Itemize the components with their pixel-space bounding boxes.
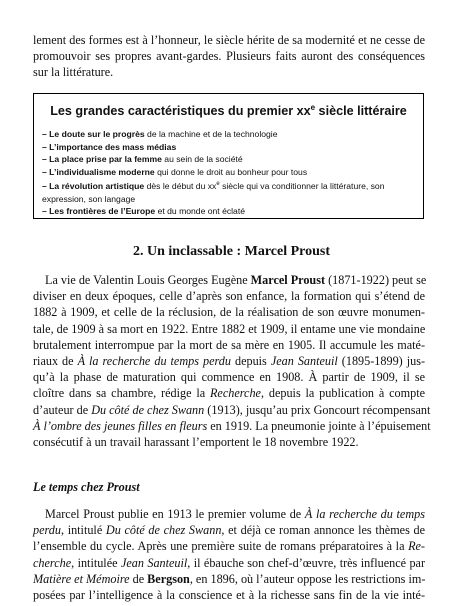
characteristics-list bbox=[42, 128, 417, 218]
text-line: posées par l’intelligence à la conscience et à la richesse sans fin de la vie inté- bbox=[33, 588, 425, 603]
text-line: cherche, intitulée Jean Santeuil, il ébauche son chef-d’œuvre, très influencé par bbox=[33, 555, 426, 570]
text-line: À l’ombre des jeunes filles en fleurs en 1919. La pneumonie jointe à l’épuisement bbox=[33, 418, 431, 433]
list-item: – Les frontières de l’Europe et du monde ont éclaté bbox=[42, 206, 246, 217]
subheading: Le temps chez Proust bbox=[33, 480, 140, 494]
list-item: – La place prise par la femme au sein de la société bbox=[42, 154, 243, 165]
text-line: l’ensemble du cycle. Après une première suite de romans préparatoires à la Re- bbox=[33, 539, 425, 554]
intro-paragraph bbox=[33, 32, 425, 81]
text-line: cloître dans sa chambre, rédige la Recherche, depuis la publication à compte bbox=[33, 386, 425, 401]
text-line: lement des formes est à l’honneur, le siècle hérite de sa modernité et ne cesse de bbox=[33, 33, 425, 47]
section-title: 2. Un inclassable : Marcel Proust bbox=[132, 244, 331, 259]
text-line: qu’à la phase de maturation qui commence en 1908. À partir de 1909, il se bbox=[33, 370, 425, 385]
text-line: d’auteur de Du côté de chez Swann (1913), jusqu’au prix Goncourt récompensant bbox=[33, 402, 431, 417]
text-line: diviser en deux époques, celle d’après son enfance, la formation qui s’étend de bbox=[33, 289, 425, 304]
text-line: consécutif à un travail harassant l’emportent le 18 novembre 1922. bbox=[33, 435, 359, 450]
biography-paragraph bbox=[33, 272, 431, 450]
text-line: 1882 à 1909, et celle de la réclusion, de la réalisation de son œuvre monumen- bbox=[33, 305, 425, 320]
time-paragraph bbox=[33, 506, 425, 603]
list-item: – L’individualisme moderne qui donne le droit au bonheur pour tous bbox=[42, 166, 308, 177]
text-line: perdu, intitulé Du côté de chez Swann, et déjà ce roman annonce les thèmes de bbox=[33, 523, 426, 538]
text-line: sur la littérature. bbox=[33, 65, 114, 80]
text-line: Matière et Mémoire de Bergson, en 1896, où l’auteur oppose les restrictions im- bbox=[33, 571, 426, 586]
characteristics-box bbox=[33, 93, 424, 219]
box-title: Les grandes caractéristiques du premier $xx^e$ siècle littéraire bbox=[50, 103, 407, 119]
text-line: Marcel Proust publie en 1913 le premier volume de À la recherche du temps bbox=[45, 507, 425, 521]
text-line: promouvoir ses propres avant-gardes. Plusieurs faits auront des conséquences bbox=[33, 49, 425, 64]
text-line: La vie de Valentin Louis Georges Eugène Marcel Proust (1871-1922) peut se bbox=[45, 273, 427, 287]
list-item: – La révolution artistique dès le début du $xx^e$ siècle qui va conditionner la littérature, son expression, son langage bbox=[42, 181, 385, 204]
list-item: – Le doute sur le progrès de la machine et de la technologie bbox=[42, 129, 278, 139]
text-line: brutalement interrompue par la mort de sa mère en 1905. Il accumule les maté- bbox=[33, 337, 425, 352]
text-line: tale, de 1909 à sa mort en 1922. Entre 1882 et 1909, il entame une vie mondaine bbox=[33, 321, 426, 336]
text-line: riaux de À la recherche du temps perdu depuis Jean Santeuil (1895-1899) jus- bbox=[33, 354, 426, 369]
list-item: – L’importance des mass médias bbox=[42, 141, 177, 152]
